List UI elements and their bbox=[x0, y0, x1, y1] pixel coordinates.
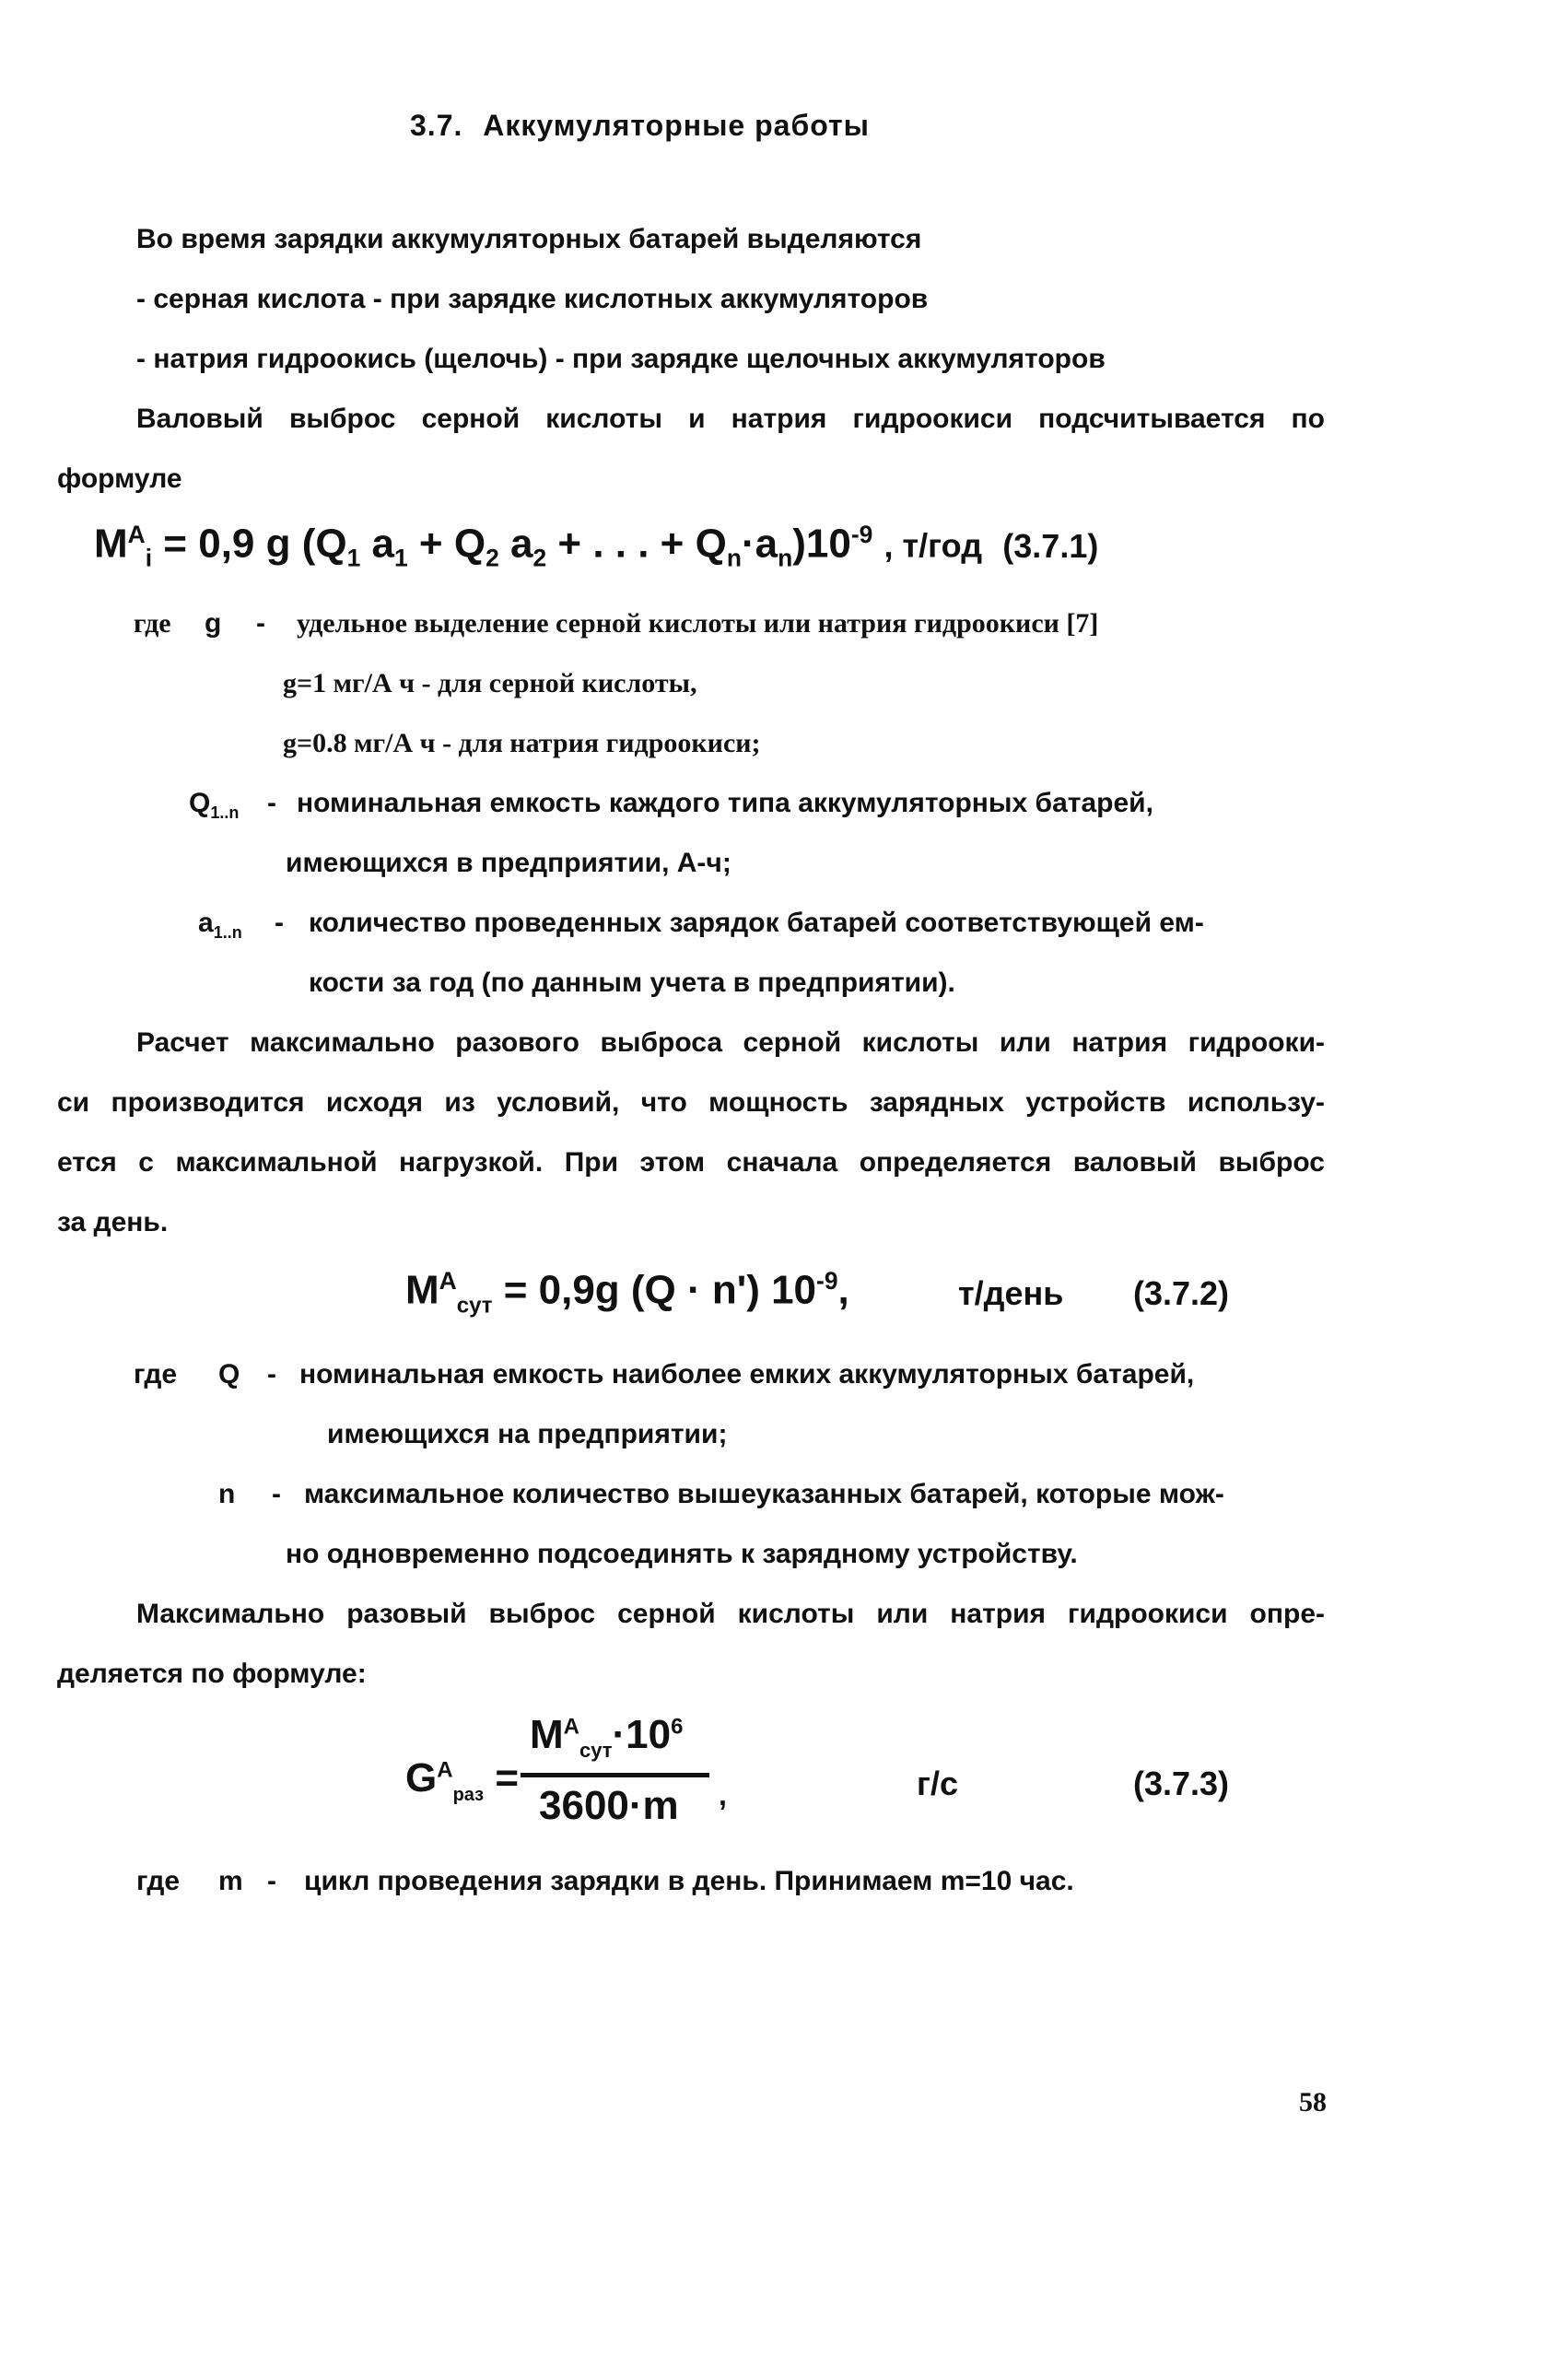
where-label: где bbox=[134, 1359, 178, 1390]
symbol-n: n bbox=[218, 1479, 236, 1509]
symbol-q: Q bbox=[218, 1359, 240, 1390]
definition-g: удельное выделение серной кислоты или натрия гидроокиси [7] bbox=[297, 608, 1099, 639]
paragraph-max-emission-2: си производится исходя из условий, что мощность зарядных устройств использу- bbox=[57, 1087, 1325, 1118]
formula-3-7-3-numerator: $M^A_{сут}\cdot 10^6$ bbox=[530, 1712, 684, 1762]
definition-q: номинальная емкость наиболее емких аккумуляторных батарей, bbox=[299, 1359, 1195, 1390]
section-heading bbox=[410, 109, 870, 143]
definition-n-cont: но одновременно подсоединять к зарядному устройству. bbox=[286, 1539, 1078, 1569]
dash: - bbox=[267, 788, 276, 818]
definition-q: номинальная емкость каждого типа аккумуляторных батарей, bbox=[297, 788, 1153, 818]
g-value-sodium: g=0.8 мг/А ч - для натрия гидроокиси; bbox=[283, 728, 761, 758]
where-label: где bbox=[134, 608, 171, 639]
symbol-q: $Q_{1..n}$ bbox=[189, 788, 240, 822]
paragraph-max-formula: Максимально разовый выброс серной кислоты или натрия гидроокиси опре- bbox=[136, 1599, 1325, 1629]
intro-line: Во время зарядки аккумуляторных батарей выделяются bbox=[136, 224, 922, 254]
paragraph-gross-emission-cont: формуле bbox=[57, 463, 182, 494]
definition-a-cont: кости за год (по данным учета в предприятии). bbox=[309, 967, 955, 998]
formula-number: (3.7.1) bbox=[1002, 526, 1099, 565]
definition-q-cont: имеющихся в предприятии, А-ч; bbox=[286, 848, 731, 878]
bullet-sodium-hydroxide: - натрия гидроокись (щелочь) - при зарядке щелочных аккумуляторов bbox=[136, 344, 1106, 374]
section-number: 3.7. bbox=[410, 109, 463, 142]
formula-3-7-3-unit: г/с bbox=[917, 1765, 959, 1802]
g-value-sulfuric: g=1 мг/А ч - для серной кислоты, bbox=[283, 668, 697, 698]
definition-a: количество проведенных зарядок батарей соответствующей ем- bbox=[309, 908, 1204, 938]
page-number: 58 bbox=[1299, 2087, 1327, 2117]
definition-q-cont: имеющихся на предприятии; bbox=[327, 1419, 728, 1449]
symbol-m: m bbox=[218, 1866, 243, 1896]
symbol-g: g bbox=[205, 608, 222, 639]
paragraph-gross-emission: Валовый выброс серной кислоты и натрия гидроокиси подсчитывается по bbox=[136, 404, 1325, 434]
fraction-bar bbox=[521, 1773, 709, 1777]
formula-3-7-2: $M^A_{сут} = 0,9g$ (Q · n') $10^{-9}$, bbox=[405, 1267, 849, 1319]
section-title: Аккумуляторные работы bbox=[483, 109, 870, 142]
paragraph-max-emission-3: ется с максимальной нагрузкой. При этом сначала определяется валовый выброс bbox=[57, 1147, 1325, 1178]
dash: - bbox=[256, 608, 265, 639]
dash: - bbox=[275, 908, 284, 938]
dash: - bbox=[272, 1479, 281, 1509]
dash: - bbox=[267, 1866, 276, 1896]
formula-3-7-1: $M^A_i = 0,9$ g ($Q_1$ $a_1 + Q_2$ $a_2$ + . . . + $Q_n\cdot a_n)10^{-9}$ , т/год (3.7.1) bbox=[94, 521, 1099, 572]
formula-3-7-3-denominator: 3600·m bbox=[539, 1783, 679, 1828]
bullet-sulfuric-acid: - серная кислота - при зарядке кислотных аккумуляторов bbox=[136, 284, 929, 314]
symbol-a: $a_{1..n}$ bbox=[198, 908, 242, 942]
definition-m: цикл проведения зарядки в день. Принимаем m=10 час. bbox=[304, 1866, 1074, 1896]
where-label: где bbox=[136, 1866, 181, 1896]
paragraph-max-emission-4: за день. bbox=[57, 1207, 169, 1237]
paragraph-max-emission: Расчет максимально разового выброса серной кислоты или натрия гидрооки- bbox=[136, 1027, 1325, 1058]
formula-3-7-3-lhs: $G^A_{раз}$ = bbox=[405, 1755, 520, 1805]
formula-3-7-2-unit: т/день bbox=[958, 1274, 1064, 1312]
formula-number: (3.7.2) bbox=[1133, 1274, 1230, 1312]
definition-n: максимальное количество вышеуказанных батарей, которые мож- bbox=[304, 1479, 1224, 1509]
formula-number: (3.7.3) bbox=[1133, 1765, 1230, 1802]
formula-3-7-3-comma: , bbox=[719, 1778, 727, 1812]
dash: - bbox=[267, 1359, 276, 1390]
paragraph-max-formula-2: деляется по формуле: bbox=[57, 1659, 367, 1689]
